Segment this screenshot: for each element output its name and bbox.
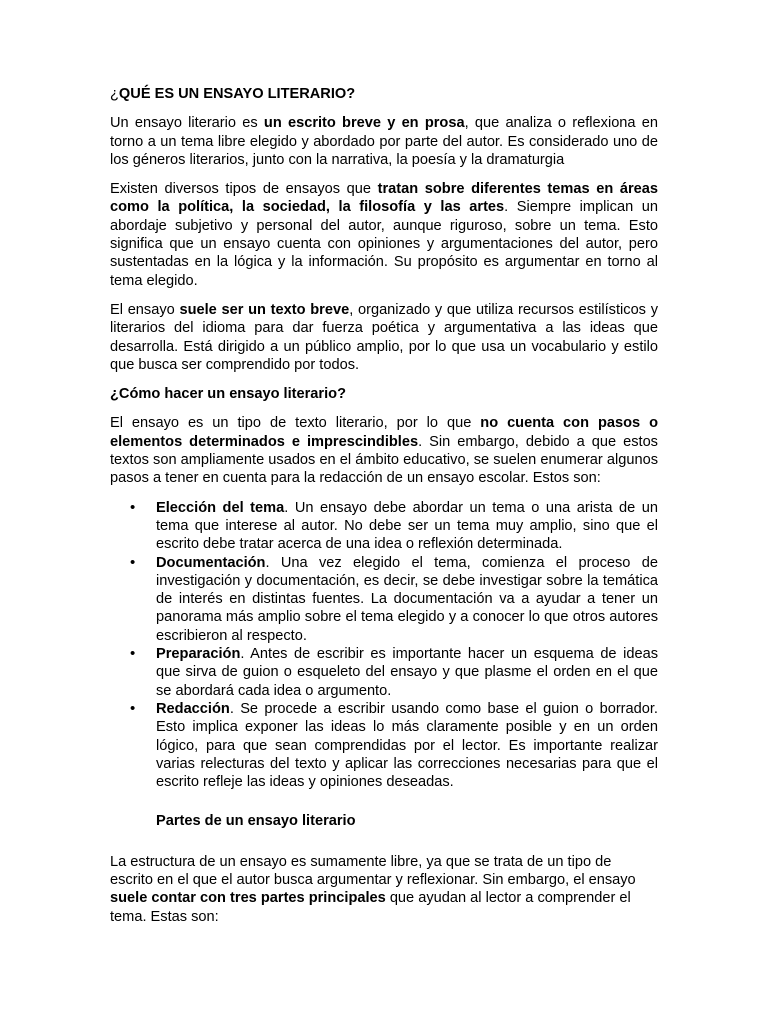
document-page xyxy=(110,85,658,937)
paragraph-types xyxy=(110,180,658,290)
text-run: . Siempre implican un abordaje subjetivo y personal del autor, aunque riguroso, sobre un tema. Esto significa que un ensayo cuenta con opiniones y argumentaciones del autor, pero sustentadas en la lógica y la información. Su propósito es argumentar en torno al tema elegido. xyxy=(110,199,658,289)
bold-run: suele ser un texto breve xyxy=(179,301,350,318)
text-run: , que analiza o reflexiona en torno a un tema libre elegido y abordado por parte del autor. Es considerado uno de los géneros literarios, junto con la narrativa, la poesía y la dramaturgia xyxy=(110,115,658,168)
text-run: que ayudan al lector a comprender el tema. Estas son: xyxy=(110,890,631,925)
list-item xyxy=(130,699,658,791)
paragraph-definition xyxy=(110,114,658,169)
bullet-icon: • xyxy=(130,645,136,663)
bold-run: un escrito breve y en prosa xyxy=(263,115,465,132)
steps-list xyxy=(110,499,658,792)
list-item xyxy=(130,645,658,700)
section-heading-parts: Partes de un ensayo literario xyxy=(156,813,356,830)
text-run: . Sin embargo, debido a que estos textos son ampliamente usados en el ámbito educativo, se suelen enumerar algunos pasos a tener en cuenta para la redacción de un ensayo escolar. Estos son: xyxy=(110,433,658,487)
page-title xyxy=(110,85,658,103)
step-term: Redacción xyxy=(156,700,230,717)
paragraph-characteristics xyxy=(110,301,658,374)
step-text: . Antes de escribir es importante hacer un esquema de ideas que sirva de guion o esqueleto del ensayo y que plasme el orden en el que se abordará cada idea o argumento. xyxy=(156,646,658,699)
bold-run: tratan sobre diferentes temas en áreas como la política, la sociedad, la filosofía y las artes xyxy=(110,181,659,216)
text-run: Existen diversos tipos de ensayos que xyxy=(110,181,378,198)
title-main: QUÉ ES UN ENSAYO LITERARIO? xyxy=(118,86,356,102)
step-term: Elección del tema xyxy=(156,499,285,516)
list-item xyxy=(130,498,658,554)
step-term: Preparación xyxy=(156,646,241,663)
list-item xyxy=(130,553,658,645)
bold-run: suele contar con tres partes principales xyxy=(110,890,386,907)
bullet-icon: • xyxy=(130,553,136,571)
text-run: La estructura de un ensayo es sumamente libre, ya que se trata de un tipo de escrito en el que el autor busca argumentar y reflexionar. Sin embargo, el ensayo xyxy=(110,853,636,888)
text-run: El ensayo xyxy=(110,301,180,318)
title-prefix: ¿ xyxy=(110,86,119,102)
paragraph-how-to xyxy=(110,414,658,487)
step-text: . Una vez elegido el tema, comienza el proceso de investigación y documentación, es decir, se debe investigar sobre la temática de interés en distintas fuentes. La documentación va a ayudar a tener un panorama más amplio sobre el tema elegido y a conocer lo que otros autores escribieron al respecto. xyxy=(156,554,658,644)
step-term: Documentación xyxy=(156,554,266,571)
section-heading-how-to: ¿Cómo hacer un ensayo literario? xyxy=(110,386,346,403)
paragraph-structure xyxy=(110,853,658,926)
bullet-icon: • xyxy=(130,498,136,516)
bold-run: no cuenta con pasos o elementos determinados e imprescindibles xyxy=(110,415,658,450)
step-text: . Se procede a escribir usando como base el guion o borrador. Esto implica exponer las ideas lo más claramente posible y en un orden lógico, para que sean comprendidas por el lector. Es importante realizar varias relecturas del texto y aplicar las correcciones necesarias para que el escrito refleje las ideas y opiniones deseadas. xyxy=(156,700,658,791)
text-run: El ensayo es un tipo de texto literario, por lo que xyxy=(110,415,481,432)
text-run: Un ensayo literario es xyxy=(110,115,264,132)
step-text: . Un ensayo debe abordar un tema o una arista de un tema que interese al autor. No debe ser un tema muy amplio, sino que el escrito debe tratar acerca de una idea o reflexión determinada. xyxy=(156,499,658,553)
bullet-icon: • xyxy=(130,699,136,717)
text-run: , organizado y que utiliza recursos estilísticos y literarios del idioma para dar fuerza poética y argumentativa a las ideas que desarrolla. Está dirigido a un público amplio, por lo que usa un vocabulario y estilo que busca ser comprendido por todos. xyxy=(110,301,658,373)
